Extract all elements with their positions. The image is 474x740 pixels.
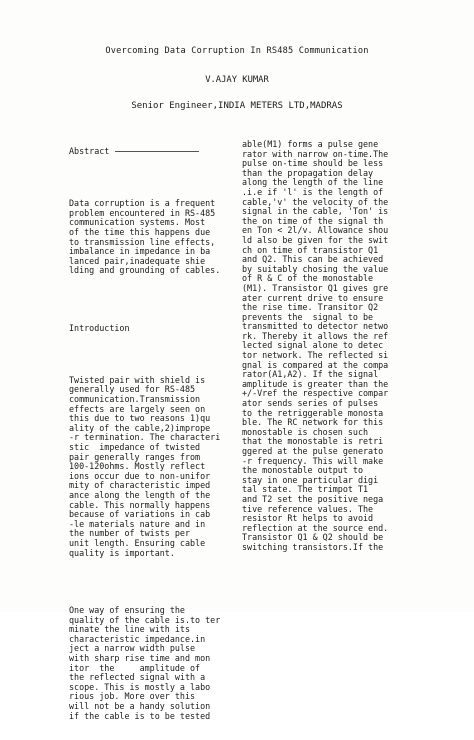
- author-affiliation: Senior Engineer,INDIA METERS LTD,MADRAS: [131, 101, 343, 111]
- text-line: lanced pair,inadequate shie: [69, 255, 206, 266]
- text-line: prevents the signal to be: [242, 311, 374, 322]
- text-line: quality is important.: [69, 547, 175, 558]
- author-name: V.AJAY KUMAR: [205, 75, 269, 85]
- text-line: of R & C of the monostable: [242, 273, 374, 284]
- text-line: quality of the cable is.to ter: [69, 614, 221, 625]
- text-line: 100-120ohms. Mostly reflect: [69, 461, 206, 472]
- text-line: amplitude is greater than the: [242, 378, 389, 389]
- text-line: the on time of the signal th: [242, 215, 384, 226]
- text-line: to the retriggerable monosta: [242, 407, 384, 418]
- text-line: Data corruption is a frequent: [69, 198, 216, 209]
- text-line: ater current drive to ensure: [242, 292, 384, 303]
- text-line: generally used for RS-485: [69, 384, 196, 395]
- text-line: by suitably chosing the value: [242, 263, 389, 274]
- text-line: and T2 set the positive nega: [242, 493, 384, 504]
- right-column: [242, 140, 422, 553]
- text-line: ld also be given for the swit: [242, 234, 389, 245]
- text-line: rator with narrow on-time.The: [242, 148, 389, 159]
- text-line: imbalance in impedance in ba: [69, 246, 211, 257]
- text-line: able(M1) forms a pulse gene: [242, 139, 379, 149]
- text-line: -r termination. The characteri: [69, 432, 221, 443]
- text-line: rious job. More over this: [69, 691, 196, 702]
- text-line: this due to two reasons 1)qu: [69, 413, 211, 424]
- text-line: problem encountered in RS-485: [69, 207, 216, 218]
- text-line: ject a narrow width pulse: [69, 643, 196, 654]
- text-line: .i.e if 'l' is the length of: [242, 186, 384, 197]
- text-line: signal in the cable, 'Ton' is: [242, 206, 389, 217]
- text-line: communication.Transmission: [69, 394, 201, 405]
- text-line: than the propagation delay: [242, 167, 374, 178]
- text-line: if the cable is to be tested: [69, 710, 211, 721]
- text-line: rk. Thereby it allows the ref: [242, 330, 389, 341]
- text-line: transmitted to detector netwo: [242, 321, 389, 332]
- text-line: and Q2. This can be achieved: [242, 254, 384, 265]
- text-line: the number of twists per: [69, 528, 191, 539]
- abstract-heading: Abstract: [69, 146, 110, 157]
- text-line: rator(A1,A2). If the signal: [242, 369, 379, 380]
- text-line: pair generally ranges from: [69, 451, 201, 462]
- text-line: monostable is chosen such: [242, 426, 369, 437]
- text-line: lding and grounding of cables.: [69, 265, 221, 276]
- text-line: reflection at the source end.: [242, 522, 389, 533]
- text-line: ggered at the pulse generato: [242, 446, 384, 456]
- text-line: scope. This is mostly a labo: [69, 681, 211, 692]
- text-line: with sharp rise time and mon: [69, 653, 211, 664]
- text-line: gnal is compared at the compa: [242, 359, 389, 370]
- text-line: the rise time. Transitor Q2: [242, 302, 379, 313]
- text-line: ch on time of transistor Q1: [242, 244, 379, 255]
- text-line: that the monostable is retri: [242, 436, 384, 447]
- text-line: Transistor Q1 & Q2 should be: [242, 532, 384, 543]
- text-line: ble. The RC network for this: [242, 417, 384, 428]
- left-column: [69, 128, 239, 740]
- text-line: One way of ensuring the: [69, 605, 185, 616]
- text-line: cable. This normally happens: [69, 499, 211, 510]
- text-line: mity of characteristic imped: [69, 480, 211, 491]
- abstract-rule: [115, 151, 199, 152]
- text-line: -le materials nature and in: [69, 518, 206, 529]
- text-line: of the time this happens due: [69, 226, 211, 237]
- text-line: ance along the length of the: [69, 489, 211, 500]
- text-line: lected signal alone to detec: [242, 340, 384, 351]
- text-line: stic impedance of twisted: [69, 442, 201, 452]
- text-line: will not be a handy solution: [69, 701, 211, 712]
- intro-heading: Introduction: [69, 322, 130, 333]
- text-line: en Ton < 2l/v. Allowance shou: [242, 225, 389, 236]
- text-line: stay in one particular digi: [242, 474, 379, 485]
- text-line: (M1). Transistor Q1 gives gre: [242, 282, 389, 293]
- text-line: tor network. The reflected si: [242, 350, 389, 361]
- text-line: communication systems. Most: [69, 217, 206, 228]
- text-line: tal state. The trimpot T1: [242, 484, 369, 495]
- text-line: -r frequency. This will make: [242, 455, 384, 466]
- intro-paragraph-2: [69, 606, 239, 721]
- abstract-heading-row: [69, 147, 239, 157]
- text-line: itor the amplitude of: [69, 662, 201, 673]
- text-line: characteristic impedance.in: [69, 633, 206, 644]
- text-line: Twisted pair with shield is: [69, 374, 206, 385]
- text-line: effects are largely seen on: [69, 403, 206, 414]
- text-line: ality of the cable,2)imprope: [69, 422, 211, 433]
- text-line: resistor Rt helps to avoid: [242, 513, 374, 524]
- intro-paragraph-1: [69, 376, 239, 558]
- text-line: cable,'v' the velocity of the: [242, 196, 389, 207]
- text-line: tive reference values. The: [242, 503, 374, 514]
- text-line: along the length of the line: [242, 177, 384, 188]
- text-line: switching transistors.If the: [242, 541, 384, 552]
- text-line: minate the line with its: [69, 624, 191, 635]
- paper-title: Overcoming Data Corruption In RS485 Communication: [105, 46, 369, 56]
- text-line: the monostable output to: [242, 465, 364, 476]
- text-line: to transmission line effects,: [69, 236, 216, 247]
- text-line: +/-Vref the respective compar: [242, 388, 389, 399]
- text-line: pulse on-time should be less: [242, 158, 384, 169]
- text-line: ator sends series of pulses: [242, 398, 379, 409]
- text-line: ions occur due to non-unifor: [69, 470, 211, 481]
- abstract-text: [69, 199, 239, 276]
- text-line: the reflected signal with a: [69, 672, 206, 683]
- text-line: unit length. Ensuring cable: [69, 537, 206, 548]
- text-line: because of variations in cab: [69, 509, 211, 520]
